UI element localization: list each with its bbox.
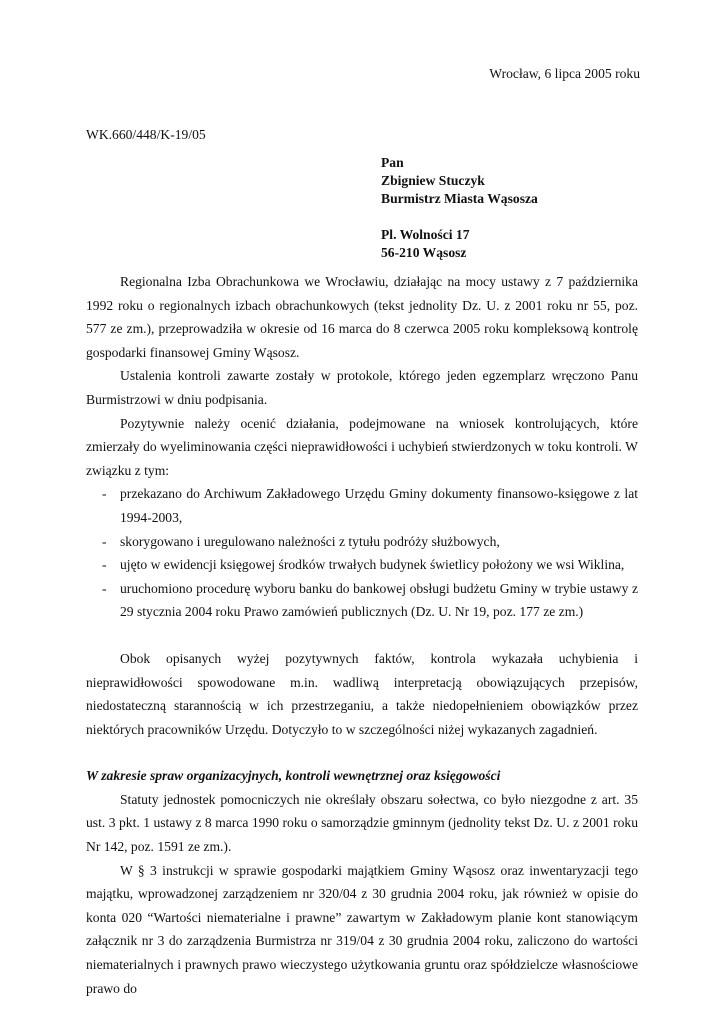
paragraph-gap — [86, 624, 638, 647]
place-date: Wrocław, 6 lipca 2005 roku — [489, 66, 640, 81]
list-item: - ujęto w ewidencji księgowej środków trwałych budynek świetlicy położony we wsi Wiklina, — [86, 553, 638, 577]
reference-number: WK.660/448/K-19/05 — [86, 127, 206, 142]
recipient-name: Zbigniew Stuczyk — [381, 173, 485, 188]
recipient-title: Burmistrz Miasta Wąsosza — [381, 191, 538, 206]
paragraph-gap — [86, 741, 638, 764]
section-heading: W zakresie spraw organizacyjnych, kontroli wewnętrznej oraz księgowości — [86, 768, 501, 784]
paragraph-positive: Pozytywnie należy ocenić działania, podejmowane na wniosek kontrolujących, które zmierzały do wyeliminowania części nieprawidłowości i uchybień stwierdzonych w toku kontroli. W związku z tym: — [86, 415, 638, 478]
paragraph-protocol: Ustalenia kontroli zawarte zostały w protokole, którego jeden egzemplarz wręczono Panu Burmistrzowi w dniu podpisania. — [86, 368, 638, 407]
list-dash: - — [102, 557, 107, 573]
list-dash: - — [102, 533, 107, 549]
address-gap — [381, 208, 538, 226]
list-dash: - — [102, 486, 107, 502]
actions-list — [86, 482, 638, 624]
list-item: - przekazano do Archiwum Zakładowego Urzędu Gminy dokumenty finansowo-księgowe z lat 1994-2003, — [86, 482, 638, 529]
recipient-address — [381, 154, 538, 262]
paragraph-irregularities: Obok opisanych wyżej pozytywnych faktów, kontrola wykazała uchybienia i nieprawidłowości spowodowane m.in. wadliwą interpretacją obowiązujących przepisów, niedostateczną starannością w ich przestrzeganiu, a także niedopełnieniem obowiązków przez niektórych pracowników Urzędu. Dotyczyło to w szczególności niżej wykazanych zagadnień. — [86, 650, 638, 737]
paragraph-statutes: Statuty jednostek pomocniczych nie określały obszaru sołectwa, co było niezgodne z art. 35 ust. 3 pkt. 1 ustawy z 8 marca 1990 roku o samorządzie gminnym (jednolity tekst Dz. U. z 2001 roku Nr 142, poz. 1591 ze zm.). — [86, 791, 638, 855]
letter-body — [86, 270, 638, 1000]
recipient-city: 56-210 Wąsosz — [381, 245, 467, 260]
list-dash: - — [102, 580, 107, 596]
paragraph-instruction: W § 3 instrukcji w sprawie gospodarki majątkiem Gminy Wąsosz oraz inwentaryzacji tego majątku, wprowadzonej zarządzeniem nr 320/04 z 30 grudnia 2004 roku, jak również w opisie do konta 020 “Wartości niematerialne i prawne” zawartym w Zakładowym planie kont stanowiącym załącznik nr 3 do zarządzenia Burmistrza nr 319/04 z 30 grudnia 2004 roku, zaliczono do wartości niematerialnych i prawnych prawo wieczystego użytkowania gruntu oraz spółdzielcze własnościowe prawo do — [86, 862, 638, 996]
list-item: - uruchomiono procedurę wyboru banku do bankowej obsługi budżetu Gminy w trybie ustawy z 29 stycznia 2004 roku Prawo zamówień publicznych (Dz. U. Nr 19, poz. 177 ze zm.) — [86, 577, 638, 624]
list-item: - skorygowano i uregulowano należności z tytułu podróży służbowych, — [86, 530, 638, 554]
paragraph-intro: Regionalna Izba Obrachunkowa we Wrocławiu, działając na mocy ustawy z 7 października 1992 roku o regionalnych izbach obrachunkowych (tekst jednolity Dz. U. z 2001 roku nr 55, poz. 577 ze zm.), przeprowadziła w okresie od 16 marca do 8 czerwca 2005 roku kompleksową kontrolę gospodarki finansowej Gminy Wąsosz. — [86, 274, 638, 360]
recipient-street: Pl. Wolności 17 — [381, 227, 470, 242]
recipient-salutation: Pan — [381, 155, 404, 170]
